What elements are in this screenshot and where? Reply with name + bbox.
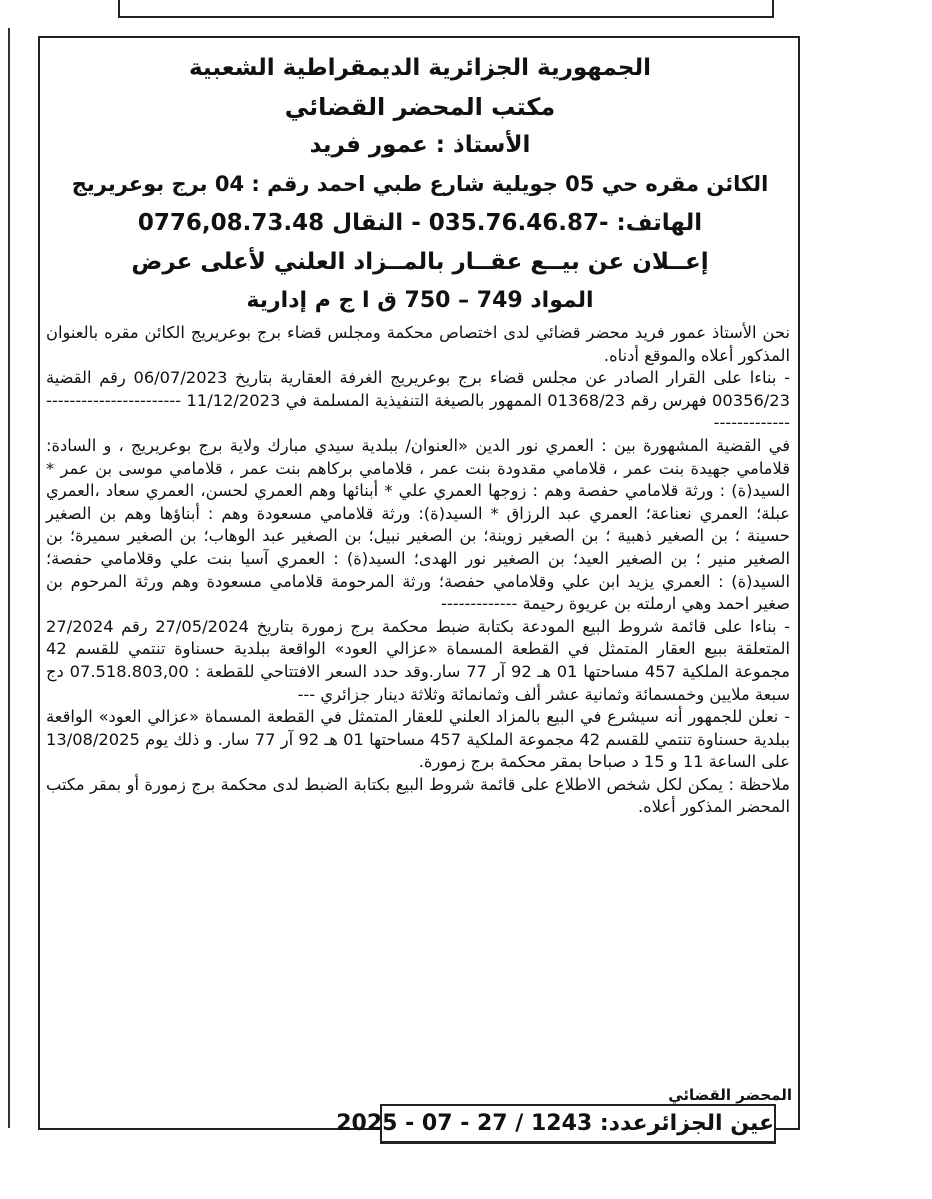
office-address: الكائن مقره حي 05 جويلية شارع طبي احمد رقم : 04 برج بوعريريج bbox=[71, 172, 769, 196]
office-title: مكتب المحضر القضائي bbox=[284, 93, 556, 121]
phone-numbers: الهاتف: -035.76.46.87 - النقال 0776,08.73.48 bbox=[137, 210, 703, 236]
legal-articles: المواد 749 – 750 ق ا ج م إدارية bbox=[246, 288, 594, 313]
auction-announcement-paragraph: - نعلن للجمهور أنه سيشرع في البيع بالمزاد العلني للعقار المتمثل في القطعة المسماة «عزالي العود» الواقعة ببلدية حسناوة تنتمي للقسم 42 مجموعة الملكية 457 مساحتها 01 هـ 92 آر 77 سار. و ذلك يوم 13/08/2025 على الساعة 11 و 15 د صباحا بمقر محكمة برج زمورة. bbox=[46, 707, 791, 772]
notice-header bbox=[60, 48, 780, 320]
parties-paragraph: في القضية المشهورة بين : العمري نور الدين «العنوان/ ببلدية سيدي مبارك ولاية برج بوعريريج ، و السادة: قلامامي جهيدة بنت عمر ، قلامامي مقدودة بنت عمر ، قلامامي بركاهم بنت عمر ، قلامامي موسى بن عمر * السيد(ة) : ورثة قلامامي حفصة وهم : زوجها العمري علي * أبنائها وهم العمري لحسن، العمري سعاد ،العمري عبلة؛ العمري نعناعة؛ العمري عبد الرزاق * السيد(ة): ورثة قلامامي مسعودة وهم : أبناؤها وهم بن الصغير حسينة ؛ بن الصغير ذهبية ؛ بن الصغير زوينة؛ بن الصغير نبيل؛ بن الصغير عبد الوهاب؛ بن الصغير سميرة؛ بن الصغير منير ؛ بن الصغير العيد؛ بن الصغير نور الهدى؛ السيد(ة) : العمري آسيا بنت علي وقلامامي حفصة؛ السيد(ة) : العمري يزيد ابن علي وقلامامي حفصة؛ ورثة المرحومة قلامامي مسعودة وهم ورثة المرحوم بن صغير احمد وهي ارملته بن عريوة رحيمة ------------- bbox=[46, 435, 790, 614]
republic-title: الجمهورية الجزائرية الديمقراطية الشعبية bbox=[188, 55, 652, 81]
sale-conditions-paragraph: - بناءا على قائمة شروط البيع المودعة بكتابة ضبط محكمة برج زمورة بتاريخ 27/05/2024 رقم 27/2024 المتعلقة ببيع العقار المتمثل في القطعة المسماة «عزالي العود» الواقعة ببلدية حسناوة تنتمي للقسم 42 مجموعة الملكية 457 مساحتها 01 هـ 92 آر 77 سار.وقد حدد السعر الافتتاحي للقطعة : 07.518.803,00 دج سبعة ملايين وخمسمائة وثمانية عشر ألف وثمانمائة وثلاثة دينار جزائري --- bbox=[46, 616, 790, 704]
notice-body bbox=[46, 322, 790, 819]
notice-title: إعــلان عن بيــع عقــار بالمــزاد العلني لأعلى عرض bbox=[131, 249, 709, 275]
bailiff-signature: المحضر القضائي bbox=[668, 1086, 792, 1104]
column-divider bbox=[8, 28, 10, 1128]
publication-stamp: عين الجزائرعدد: 1243 / 27 - 07 - 2025 bbox=[380, 1104, 776, 1144]
court-decision-paragraph: - بناءا على القرار الصادر عن مجلس قضاء برج بوعريريج الغرفة العقارية بتاريخ 06/07/2023 رقم القضية 00356/23 فهرس رقم 01368/23 الممهور بالصيغة التنفيذية المسلمة في 11/12/2023 ------------------------------------ bbox=[46, 368, 791, 433]
intro-paragraph: نحن الأستاذ عمور فريد محضر قضائي لدى اختصاص محكمة ومجلس قضاء برج بوعريريج الكائن مقره بالعنوان المذكور أعلاه والموقع أدناه. bbox=[46, 323, 790, 365]
previous-notice-box bbox=[118, 0, 774, 18]
note-paragraph: ملاحظة : يمكن لكل شخص الاطلاع على قائمة شروط البيع بكتابة الضبط لدى محكمة برج زمورة أو بمقر مكتب المحضر المذكور أعلاه. bbox=[46, 774, 790, 817]
bailiff-name: الأستاذ : عمور فريد bbox=[309, 132, 531, 158]
